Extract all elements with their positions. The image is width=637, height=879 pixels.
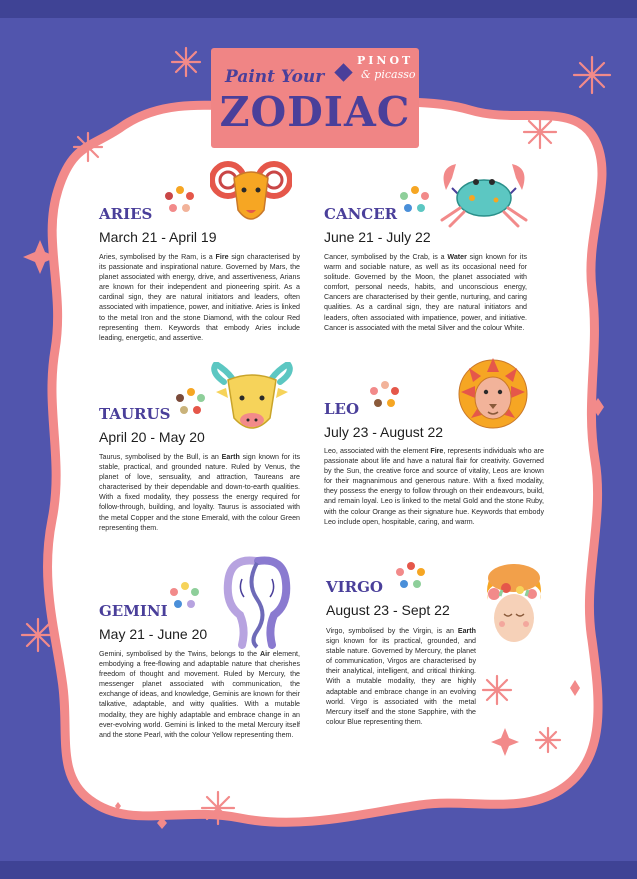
bull-icon [208, 362, 296, 440]
taurus-title: TAURUS [99, 405, 171, 423]
gemini-element: Air [260, 650, 270, 658]
ram-icon [210, 158, 292, 230]
twins-icon [216, 553, 298, 649]
brand-logo-bottom: & picasso [361, 68, 416, 81]
sparkle-icon [202, 792, 234, 824]
leo-element: Fire [430, 447, 444, 455]
sparkle-icon [524, 116, 556, 148]
cancer-dates: June 21 - July 22 [324, 229, 431, 245]
title-banner [211, 48, 419, 148]
sparkle-icon [22, 619, 54, 651]
aries-dates: March 21 - April 19 [99, 229, 217, 245]
sparkle-icon [536, 728, 560, 752]
aries-description: Aries, symbolised by the Ram, is a Fire sign characterised by its passionate and inspirational nature. Governed by Mars, the planet associated with energy, drive, and assertiveness, Arians are known for their independent and pioneering spirit. As a cardinal sign, they are natural initiators and leaders, often associated with impatience, power, and initiative. Aries is linked to the metal Iron and the stone Diamond, with the colour Red representing them. Keywords that embody Aries include leading, energetic, and assertive. [99, 253, 300, 342]
virgo-dates: August 23 - Sept 22 [326, 602, 450, 618]
cancer-description: Cancer, symbolised by the Crab, is a Water sign known for its warm and sociable nature, as well as its occasional need for solitude. Governed by the Moon, the planet associated with comfort, personal needs, habits, and unconscious energy, Cancers are characterised by their gentle, nurturing, and caring qualities. As a cardinal sign, they are natural initiators and leaders, often associated with impatience, power, and initiative. Cancer is associated with the metal Silver and the colour White. [324, 253, 527, 332]
banner-subtitle: Paint Your [225, 67, 325, 87]
virgo-title: VIRGO [326, 578, 383, 596]
virgo-element: Earth [457, 627, 476, 635]
leo-description: Leo, associated with the element Fire, represents individuals who are passionate about life and have a natural flair for creativity. Governed by the Sun, the creative force and source of vitality, Leos are known for their magnanimous and generous nature. With a fixed modality, they possess the energy to follow through on their endeavours, build, and remain loyal. Leo is linked to the metal Gold and the stone Ruby, with the colour Orange as their signature hue. Keywords that embody Leo include open, hospitable, caring, and warm. [324, 447, 544, 526]
virgo-color-palette [396, 562, 426, 592]
aries-color-palette [165, 186, 195, 216]
sparkle-icon [74, 133, 102, 161]
cancer-title: CANCER [324, 205, 398, 223]
crab-icon [432, 158, 536, 228]
taurus-color-palette [176, 388, 206, 418]
taurus-dates: April 20 - May 20 [99, 429, 205, 445]
cancer-element: Water [447, 253, 467, 261]
taurus-description: Taurus, symbolised by the Bull, is an Earth sign known for its stable, practical, and grounded nature. Ruled by Venus, the planet of love, sensuality, and attraction, Taureans are characterised by their dependable and down-to-earth qualities. With a fixed modality, they possess the energy required for follow-through, building, and loyalty. Taurus is associated with the metal Copper and the stone Emerald, with the colour Green representing them. [99, 453, 300, 532]
virgo-description: Virgo, symbolised by the Virgin, is an Earth sign known for its practical, grounded, and stable nature. Governed by Mercury, the planet of communication, Virgos are characterised by their analytical, intelligent, and critical thinking. With a mutable modality, they are highly adaptable and embrace change in an evolving world. Virgo is associated with the metal Mercury itself and the stone Sapphire, with the colour Blue representing them. [326, 627, 476, 726]
leo-title: LEO [324, 400, 360, 418]
sparkle-icon [483, 676, 511, 704]
cancer-color-palette [400, 186, 430, 216]
aries-element: Fire [215, 253, 229, 261]
gemini-color-palette [170, 582, 200, 612]
gemini-description: Gemini, symbolised by the Twins, belongs to the Air element, embodying a free-flowing and adaptable nature that cherishes freedom of thought and movement. Ruled by Mercury, the messenger planet associated with communication, the exchange of ideas, and knowledge, Geminis are known for their talkative, adaptable, and witty qualities. With a mutable modality, they are highly adaptable and embrace change in an ever-evolving world. Gemini is linked to the metal Mercury itself and the stone Pearl, with the colour Yellow representing them. [99, 650, 300, 739]
leo-dates: July 23 - August 22 [324, 424, 444, 440]
leo-color-palette [370, 381, 400, 411]
taurus-element: Earth [221, 453, 240, 461]
sparkle-icon [574, 57, 610, 93]
maiden-icon [478, 560, 550, 648]
diamond-icon [334, 63, 352, 81]
brand-logo-top: PINOT [357, 54, 414, 67]
gemini-dates: May 21 - June 20 [99, 626, 208, 642]
page-title: ZODIAC [219, 88, 411, 136]
sparkle-icon [172, 48, 200, 76]
aries-title: ARIES [99, 205, 153, 223]
gemini-title: GEMINI [99, 602, 168, 620]
lion-icon [455, 352, 531, 440]
